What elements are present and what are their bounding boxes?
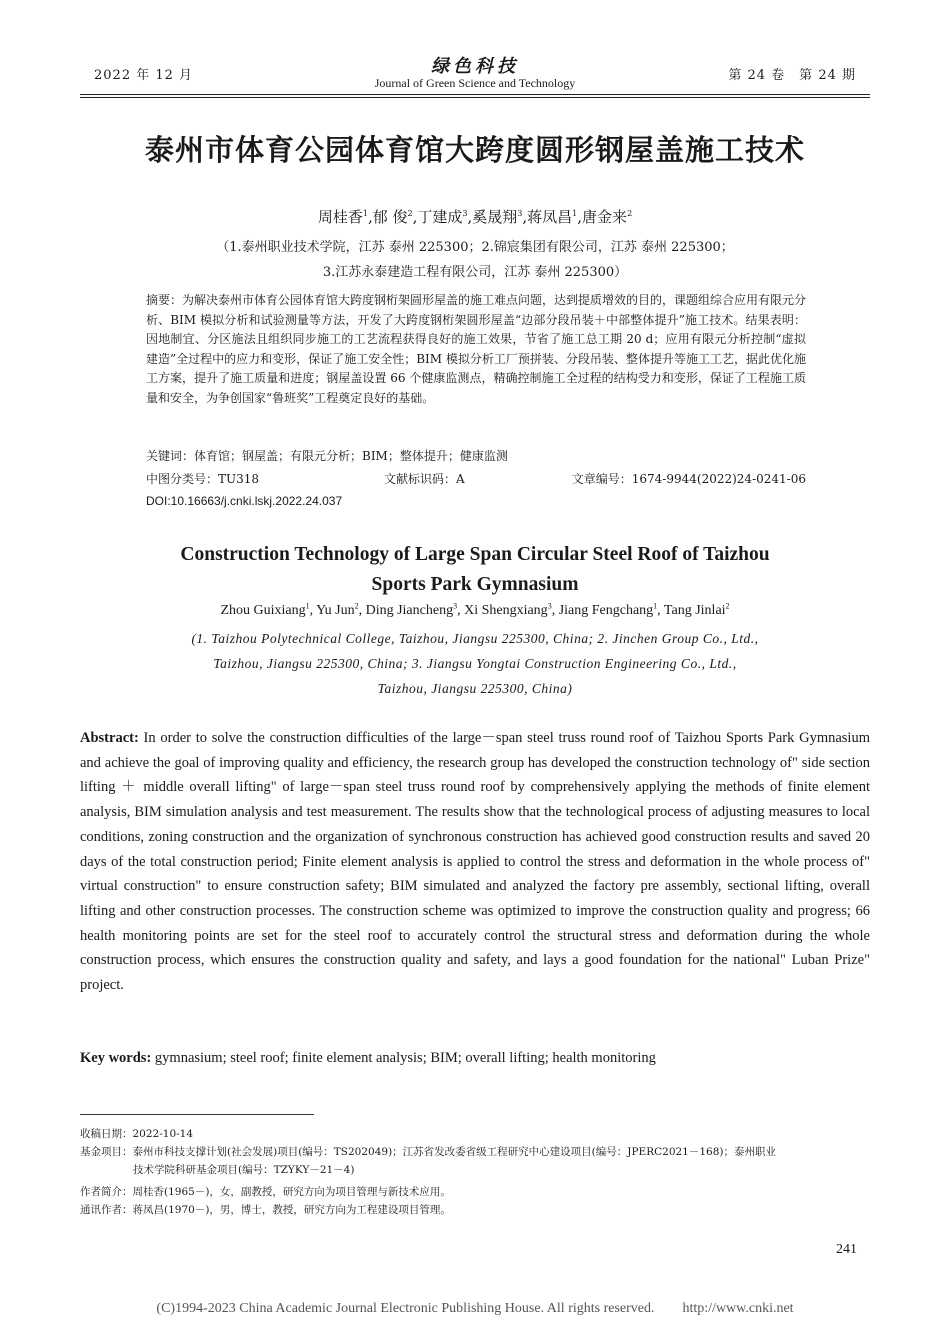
author-cn: 奚晟翔$^3$, [472,208,528,226]
volume-issue: 第 24 卷 第 24 期 [728,68,856,83]
footnote-divider [80,1114,314,1115]
affiliation-cn-line1: （1.泰州职业技术学院，江苏 泰州 225300；2.锦宸集团有限公司，江苏 泰州 225300； [216,240,734,255]
header-divider-thin [80,97,870,98]
paper-title-cn: 泰州市体育公园体育馆大跨度圆形钢屋盖施工技术 [144,133,805,167]
abstract-en-text: In order to solve the construction difficulties of the large－span steel truss round roof of Taizhou Sports Park Gymnasium and achieve the goal of improving quality and efficiency, the research group has developed the construction technology of" side section lifting ＋ middle overall lifting" of large－span steel truss round roof by comprehensively applying the methods of finite element analysis, BIM simulation analysis and test measurement. The results show that the technological process of adjusting measures to local conditions, zoning construction and the organization of synchronous construction has achieved good construction results and saved 20 days of the total construction period; Finite element analysis is applied to control the stress and deformation in the whole process of" virtual construction" to ensure construction safety; BIM simulated and analyzed the factory pre assembly, sectional lifting, overall lifting and other construction processes. The construction scheme was optimized to improve the construction quality and progress; 66 health monitoring points are set for the steel roof to accurately control the structural stress and deformation during the whole construction process, which ensures the construction quality and safety, and lays a good foundation for the national" Luban Prize" project. [80,730,870,994]
abstract-cn: 摘要：为解决泰州市体育公园体育馆大跨度钢桁架圆形屋盖的施工难点问题，达到提质增效的目的，课题组综合应用有限元分析、BIM 模拟分析和试验测量等方法，开发了大跨度钢桁架圆形屋盖“边部分段吊装＋中部整体提升”施工技术。结果表明：因地制宜、分区施法且组织同步施工的工艺流程获得良好的施工效果，节省了施工总工期 20 d；应用有限元分析控制“虚拟建造”全过程中的应力和变形，保证了施工安全性；BIM 模拟分析工厂预拼装、分段吊装、整体提升等施工工艺，据此优化施工方案，提升了施工质量和进度；钢屋盖设置 66 个健康监测点，精确控制施工全过程的结构受力和变形，保证了工程施工质量和安全，为争创国家“鲁班奖”工程奠定良好的基础。 [146,293,807,405]
title-en-line1: Construction Technology of Large Span Circular Steel Roof of Taizhou [180,544,770,565]
author-cn: 丁建成$^3$, [417,208,473,226]
journal-name-cn: 绿色科技 [431,56,519,77]
classification-row [146,470,806,488]
author-en: Ding Jiancheng$^3$, [365,601,465,618]
author-cn: 郁 俊$^2$, [372,208,418,226]
copyright-line: (C)1994-2023 China Academic Journal Electronic Publishing House. All rights reserved. http://www.cnki.net [156,1301,794,1316]
doi: DOI:10.16663/j.cnki.lskj.2022.24.037 [146,494,343,508]
title-en-line2: Sports Park Gymnasium [371,574,579,595]
article-number: 文章编号：1674-9944(2022)24-0241-06 [571,472,806,486]
keywords-en-text: gymnasium; steel roof; finite element analysis; BIM; overall lifting; health monitoring [151,1050,656,1066]
footnote-fund [80,1143,880,1161]
keywords-cn: 关键词：体育馆；钢屋盖；有限元分析；BIM；整体提升；健康监测 [146,449,508,463]
affiliation-en-line3: Taizhou, Jiangsu 225300, China) [377,681,573,696]
affiliation-en-line2: Taizhou, Jiangsu 225300, China; 3. Jiangsu Yongtai Construction Engineering Co., Ltd., [213,656,737,671]
keywords-en [80,1050,656,1067]
document-code: 文献标识码：A [384,472,465,486]
abstract-en [80,726,870,998]
issue-date: 2022 年 12 月 [94,68,194,83]
author-cn: 周桂香$^1$, [317,208,373,226]
footnote-fund-label: 基金项目： [80,1146,133,1158]
author-en: Yu Jun$^2$, [316,601,366,618]
author-en: Tang Jinlai$^2$ [663,601,730,618]
footnote-corresponding: 通讯作者：蒋凤昌(1970－)，男，博士，教授，研究方向为工程建设项目管理。 [80,1204,451,1216]
clc-number: 中图分类号：TU318 [146,472,260,486]
author-list-en [0,603,950,619]
header-divider [80,94,870,95]
keywords-en-label: Key words: [80,1050,152,1066]
author-list-cn [0,206,950,227]
author-cn: 蒋凤昌$^1$, [527,208,583,226]
author-en: Zhou Guixiang$^1$, [220,601,317,618]
footnote-received: 收稿日期：2022-10-14 [80,1128,194,1140]
affiliation-en-line1: (1. Taizhou Polytechnical College, Taizhou, Jiangsu 225300, China; 2. Jinchen Group Co., Ltd., [191,631,759,646]
author-en: Jiang Fengchang$^1$, [558,601,664,618]
paper-title-en [0,540,950,600]
author-cn: 唐金来$^2$ [582,208,633,226]
author-en: Xi Shengxiang$^3$, [464,601,559,618]
abstract-en-label: Abstract: [80,730,139,746]
page-number: 241 [836,1242,857,1257]
footnote-fund-line1: 泰州市科技支撑计划(社会发展)项目(编号：TS202049)；江苏省发改委省级工程研究中心建设项目(编号：JPERC2021－168)；泰州职业 [132,1146,776,1158]
footnote-fund-line2: 技术学院科研基金项目(编号：TZYKY－21－4) [133,1164,355,1176]
journal-name-en: Journal of Green Science and Technology [374,76,576,90]
footnote-author-bio: 作者简介：周桂香(1965－)，女，副教授，研究方向为项目管理与新技术应用。 [80,1186,451,1198]
affiliation-cn-line2: 3.江苏永泰建造工程有限公司，江苏 泰州 225300） [322,265,628,280]
